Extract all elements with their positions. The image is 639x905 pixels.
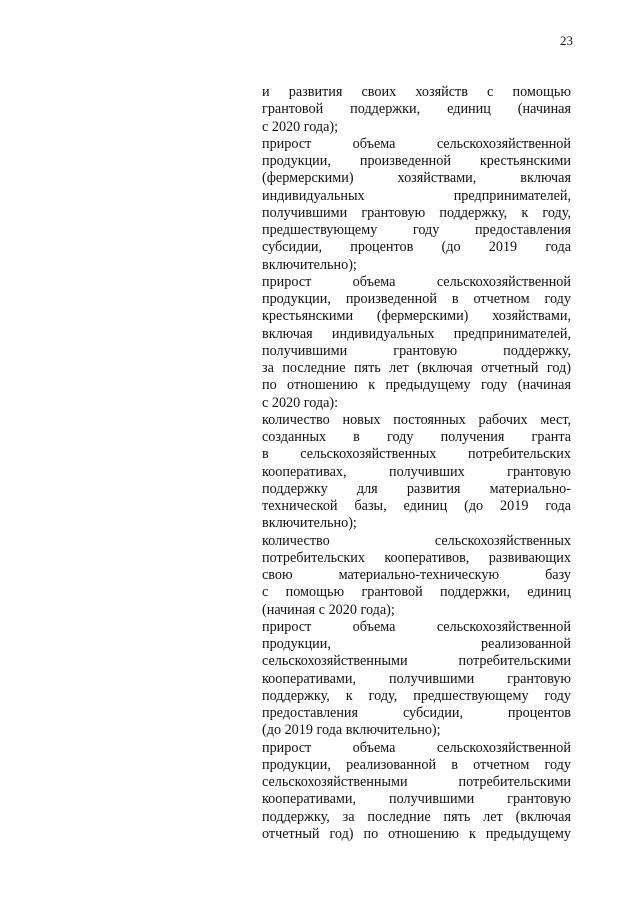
text-line: поддержку для развития материально- — [262, 480, 571, 497]
text-line: грантовой поддержки, единиц (начиная — [262, 101, 571, 118]
text-line: прирост объема сельскохозяйственной — [262, 618, 571, 635]
body-text — [262, 84, 571, 843]
text-line: и развития своих хозяйств с помощью — [262, 84, 571, 100]
text-line: за последние пять лет (включая отчетный год) — [262, 360, 571, 376]
text-line: технической базы, единиц (до 2019 года — [262, 498, 571, 514]
text-line: с 2020 года): — [262, 394, 339, 411]
text-line: индивидуальных предпринимателей, — [262, 187, 571, 204]
text-line: продукции, реализованной — [262, 636, 571, 652]
page-number: 23 — [560, 33, 573, 48]
text-line: по отношению к предыдущему году (начиная — [262, 377, 571, 394]
text-line: получившими грантовую поддержку, — [262, 342, 571, 359]
text-line: количество сельскохозяйственных — [262, 532, 571, 549]
text-line: предоставления субсидии, процентов — [262, 705, 571, 721]
text-line: в сельскохозяйственных потребительских — [262, 446, 571, 463]
text-line: продукции, произведенной в отчетном году — [262, 291, 571, 307]
text-line: потребительских кооперативов, развивающих — [262, 549, 571, 566]
text-line: включительно); — [262, 256, 357, 273]
text-line: прирост объема сельскохозяйственной — [262, 135, 571, 152]
text-line: с помощью грантовой поддержки, единиц — [262, 584, 571, 601]
text-line: созданных в году получения гранта — [262, 429, 571, 445]
text-line: включительно); — [262, 515, 357, 532]
text-line: (начиная с 2020 года); — [262, 601, 395, 618]
text-line: (до 2019 года включительно); — [262, 722, 441, 739]
text-line: получившими грантовую поддержку, к году, — [262, 204, 571, 221]
text-line: сельскохозяйственными потребительскими — [262, 653, 571, 670]
text-line: сельскохозяйственными потребительскими — [262, 774, 571, 790]
text-line: (фермерскими) хозяйствами, включая — [262, 170, 571, 187]
text-line: кооперативах, получивших грантовую — [262, 463, 571, 480]
text-line: продукции, произведенной крестьянскими — [262, 153, 571, 169]
text-line: свою материально-техническую базу — [262, 567, 571, 583]
text-line: крестьянскими (фермерскими) хозяйствами, — [262, 308, 571, 325]
text-line: прирост объема сельскохозяйственной — [262, 739, 571, 756]
text-line: отчетный год) по отношению к предыдущему — [262, 825, 571, 842]
text-line: прирост объема сельскохозяйственной — [262, 273, 571, 290]
text-line: кооперативами, получившими грантовую — [262, 791, 571, 808]
text-line: включая индивидуальных предпринимателей, — [262, 325, 571, 342]
text-line: поддержку, к году, предшествующему году — [262, 687, 571, 704]
text-line: субсидии, процентов (до 2019 года — [262, 239, 571, 256]
text-line: предшествующему году предоставления — [262, 222, 571, 238]
text-line: с 2020 года); — [262, 118, 339, 135]
text-line: продукции, реализованной в отчетном году — [262, 756, 571, 773]
text-line: поддержку, за последние пять лет (включая — [262, 808, 571, 825]
text-line: кооперативами, получившими грантовую — [262, 670, 571, 687]
text-line: количество новых постоянных рабочих мест, — [262, 411, 571, 428]
